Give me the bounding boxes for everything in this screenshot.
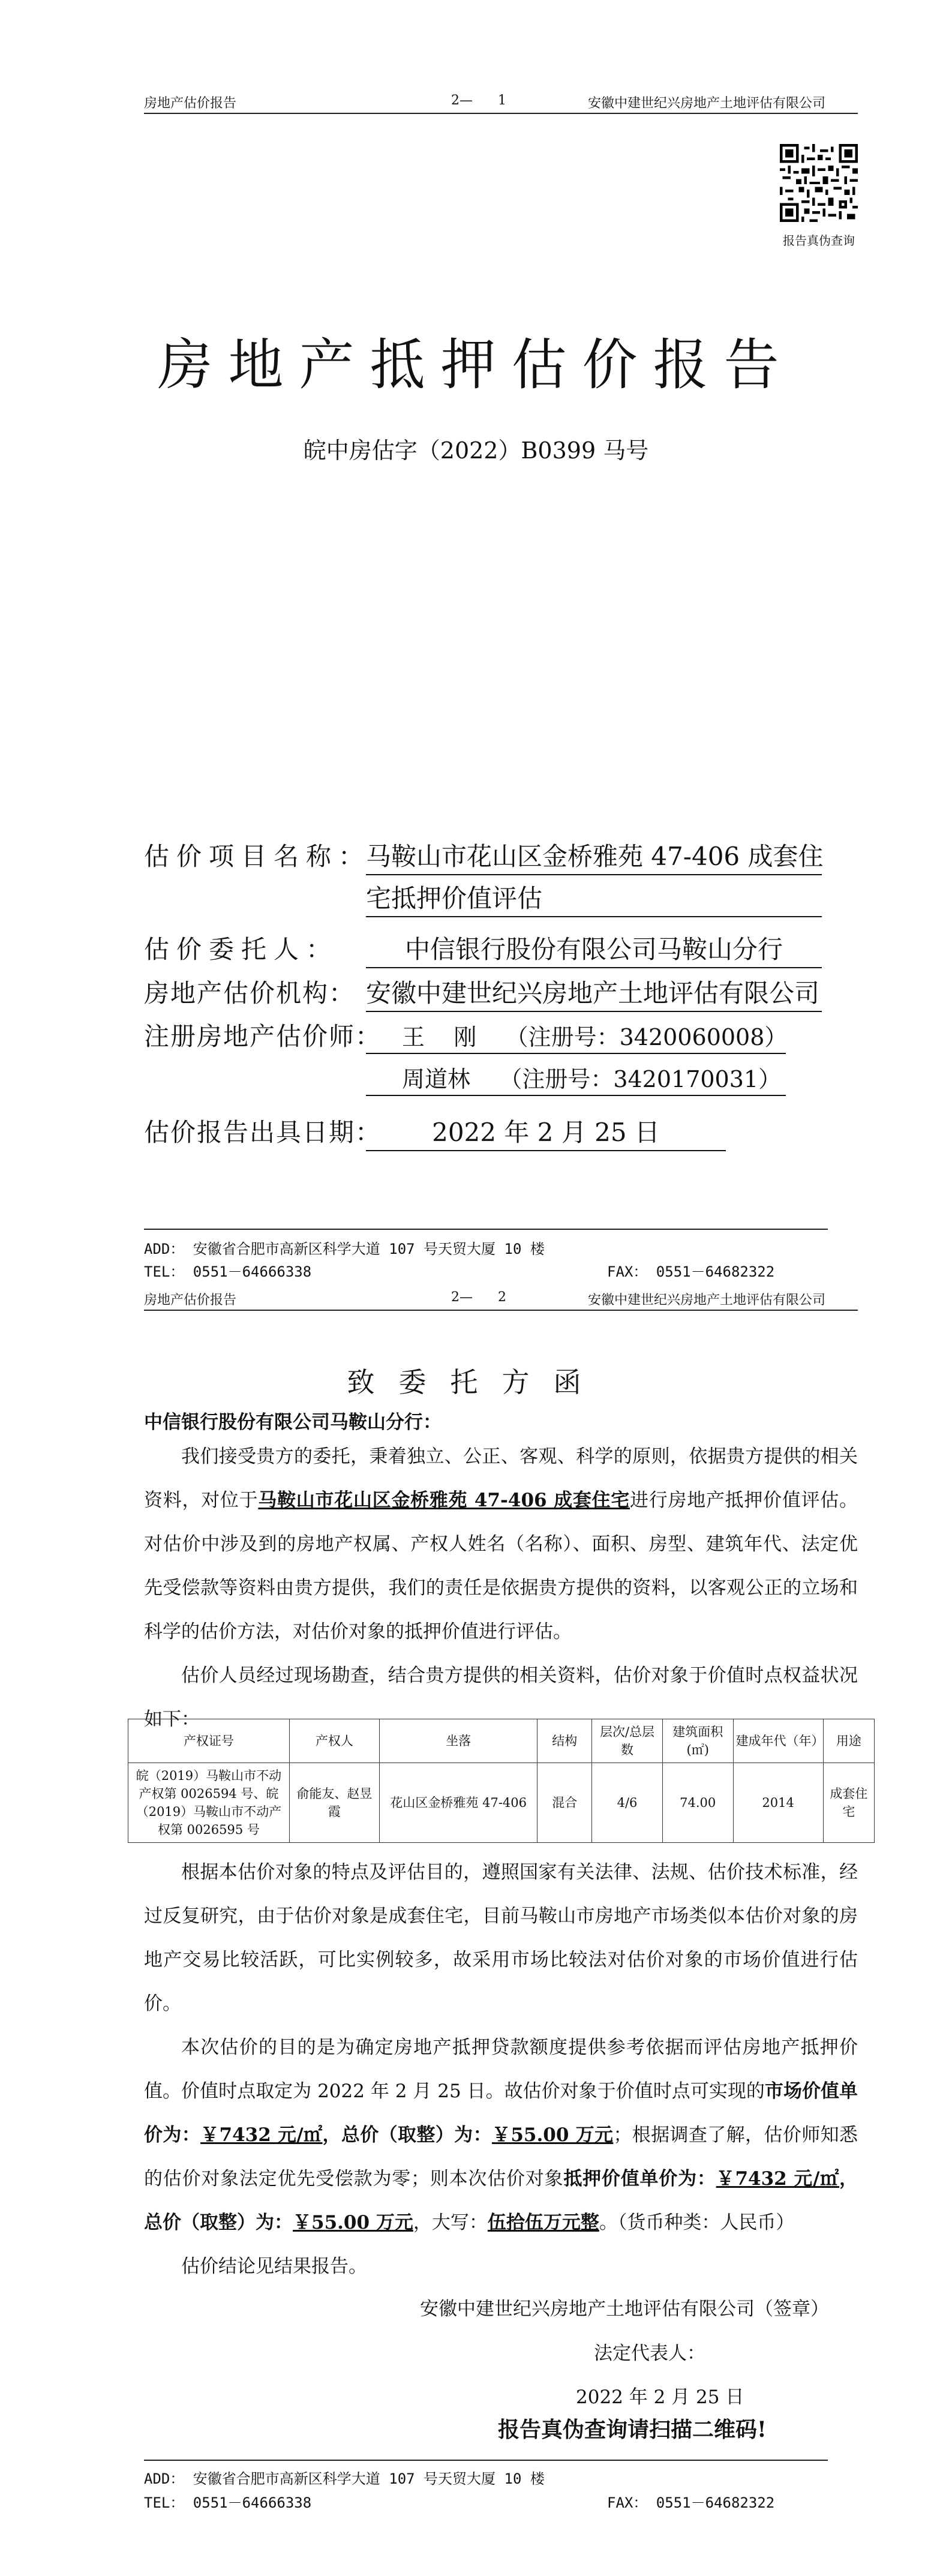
paragraph-4: 本次估价的目的是为确定房地产抵押贷款额度提供参考依据而评估房地产抵押价值。价值时点取定为 2022 年 2 月 25 日。故估价对象于价值时点可实现的市场价值单价为：￥7432 元/㎡，总价（取整）为：￥55.00 万元；根据调查了解，估价师知悉的估价对象法定优先受偿款为零；则本次估价对象抵押价值单价为：￥7432 元/㎡，总价（取整）为：￥55.00 万元，大写：伍拾伍万元整。（货币种类：人民币） bbox=[144, 2037, 858, 2233]
field-project-name-cont bbox=[144, 879, 822, 917]
table-cell: 74.00 bbox=[662, 1763, 733, 1843]
field-value: 马鞍山市花山区金桥雅苑 47-406 成套住 bbox=[366, 837, 822, 875]
footer-rule bbox=[144, 2460, 828, 2461]
table-header-row bbox=[128, 1719, 875, 1763]
table-cell: 2014 bbox=[733, 1763, 823, 1843]
table-cell: 混合 bbox=[537, 1763, 592, 1843]
amount-in-words: 伍拾伍万元整 bbox=[487, 2212, 599, 2233]
table-header: 用途 bbox=[823, 1719, 874, 1763]
table-cell: 皖（2019）马鞍山市不动产权第 0026594 号、皖（2019）马鞍山市不动产权第 0026595 号 bbox=[128, 1763, 290, 1843]
header-rule bbox=[144, 113, 858, 114]
field-value: 中信银行股份有限公司马鞍山分行 bbox=[366, 930, 822, 968]
table-row bbox=[128, 1763, 875, 1843]
report-title: 房地产抵押估价报告 bbox=[157, 333, 795, 397]
header-right: 安徽中建世纪兴房地产土地评估有限公司 bbox=[588, 1293, 826, 1308]
field-agency bbox=[144, 974, 822, 1012]
footer-address: ADD： 安徽省合肥市高新区科学大道 107 号天贸大厦 10 楼 bbox=[144, 2470, 545, 2487]
field-value: 2022 年 2 月 25 日 bbox=[366, 1113, 726, 1151]
paragraph-3: 根据本估价对象的特点及评估目的，遵照国家有关法律、法规、估价技术标准，经过反复研究，由于估价对象是成套住宅，目前马鞍山市房地产市场类似本估价对象的房地产交易比较活跃，可比实例较多，故采用市场比较法对估价对象的市场价值进行估价。 bbox=[144, 1862, 858, 2014]
qr-caption: 报告真伪查询 bbox=[783, 233, 855, 248]
footer-fax: FAX： 0551－64682322 bbox=[607, 1263, 775, 1280]
paragraph-2: 估价人员经过现场勘查，结合贵方提供的相关资料，估价对象于价值时点权益状况如下： bbox=[144, 1665, 858, 1730]
field-value-cont: 周道林 （注册号：3420170031） bbox=[366, 1061, 786, 1096]
field-appraisers-cont bbox=[144, 1061, 786, 1096]
field-client bbox=[144, 930, 822, 968]
qr-code-icon[interactable] bbox=[780, 144, 858, 222]
footer-fax: FAX： 0551－64682322 bbox=[607, 2494, 775, 2511]
footer-address: ADD： 安徽省合肥市高新区科学大道 107 号天贸大厦 10 楼 bbox=[144, 1241, 545, 1257]
field-project-name bbox=[144, 837, 822, 875]
table-header: 结构 bbox=[537, 1719, 592, 1763]
paragraph-5: 估价结论见结果报告。 bbox=[181, 2256, 367, 2277]
market-total-price: ￥55.00 万元 bbox=[491, 2124, 614, 2146]
property-address: 马鞍山市花山区金桥雅苑 47-406 成套住宅 bbox=[258, 1490, 630, 1511]
field-appraisers bbox=[144, 1017, 786, 1054]
header-right: 安徽中建世纪兴房地产土地评估有限公司 bbox=[588, 96, 826, 111]
table-header: 坐落 bbox=[379, 1719, 537, 1763]
header-left: 房地产估价报告 bbox=[144, 1293, 237, 1308]
footer-rule bbox=[144, 1229, 828, 1230]
verify-notice: 报告真伪查询请扫描二维码! bbox=[498, 2417, 767, 2442]
signature-date: 2022 年 2 月 25 日 bbox=[576, 2386, 744, 2408]
table-cell: 花山区金桥雅苑 47-406 bbox=[379, 1763, 537, 1843]
field-label: 房地产估价机构： bbox=[144, 978, 356, 1008]
mortgage-unit-price: ￥7432 元/㎡ bbox=[716, 2168, 839, 2190]
salutation: 中信银行股份有限公司马鞍山分行： bbox=[144, 1412, 442, 1433]
table-cell: 4/6 bbox=[592, 1763, 663, 1843]
table-header: 建筑面积(㎡) bbox=[662, 1719, 733, 1763]
market-unit-price: ￥7432 元/㎡ bbox=[200, 2124, 323, 2146]
header-left: 房地产估价报告 bbox=[144, 96, 237, 111]
letter-title: 致委托方函 bbox=[347, 1366, 605, 1398]
field-value: 王 刚 （注册号：3420060008） bbox=[366, 1019, 786, 1054]
table-header: 产权证号 bbox=[128, 1719, 290, 1763]
footer-tel: TEL： 0551－64666338 bbox=[144, 1263, 312, 1280]
property-table bbox=[128, 1719, 875, 1843]
paragraph-1: 我们接受贵方的委托，秉着独立、公正、客观、科学的原则，依据贵方提供的相关资料，对位于马鞍山市花山区金桥雅苑 47-406 成套住宅进行房地产抵押价值评估。对估价中涉及到的房地产权属、产权人姓名（名称）、面积、房型、建筑年代、法定优先受偿款等资料由贵方提供，我们的责任是依据贵方提供的资料，以客观公正的立场和科学的估价方法，对估价对象的抵押价值进行评估。 bbox=[144, 1446, 858, 1643]
header-page-number: 2— 1 bbox=[451, 93, 506, 108]
field-value: 安徽中建世纪兴房地产土地评估有限公司 bbox=[366, 974, 822, 1012]
signature-representative: 法定代表人： bbox=[594, 2343, 705, 2364]
header-page-number: 2— 2 bbox=[451, 1290, 506, 1305]
field-value-cont: 宅抵押价值评估 bbox=[366, 879, 822, 917]
mortgage-total-price: ￥55.00 万元 bbox=[293, 2212, 413, 2233]
field-label: 注册房地产估价师： bbox=[144, 1022, 382, 1051]
table-header: 建成年代（年） bbox=[733, 1719, 823, 1763]
signature-company: 安徽中建世纪兴房地产土地评估有限公司（签章） bbox=[420, 2298, 829, 2320]
table-header: 层次/总层数 bbox=[592, 1719, 663, 1763]
table-cell: 俞能友、赵昱霞 bbox=[289, 1763, 379, 1843]
header-rule bbox=[144, 1310, 858, 1311]
field-label: 估价项目名称： bbox=[144, 842, 371, 871]
footer-tel: TEL： 0551－64666338 bbox=[144, 2494, 312, 2511]
report-number: 皖中房估字（2022）B0399 马号 bbox=[303, 437, 649, 464]
table-header: 产权人 bbox=[289, 1719, 379, 1763]
field-label: 估价报告出具日期： bbox=[144, 1118, 382, 1147]
field-report-date bbox=[144, 1113, 726, 1151]
table-cell: 成套住宅 bbox=[823, 1763, 874, 1843]
field-label: 估价委托人： bbox=[144, 935, 339, 964]
